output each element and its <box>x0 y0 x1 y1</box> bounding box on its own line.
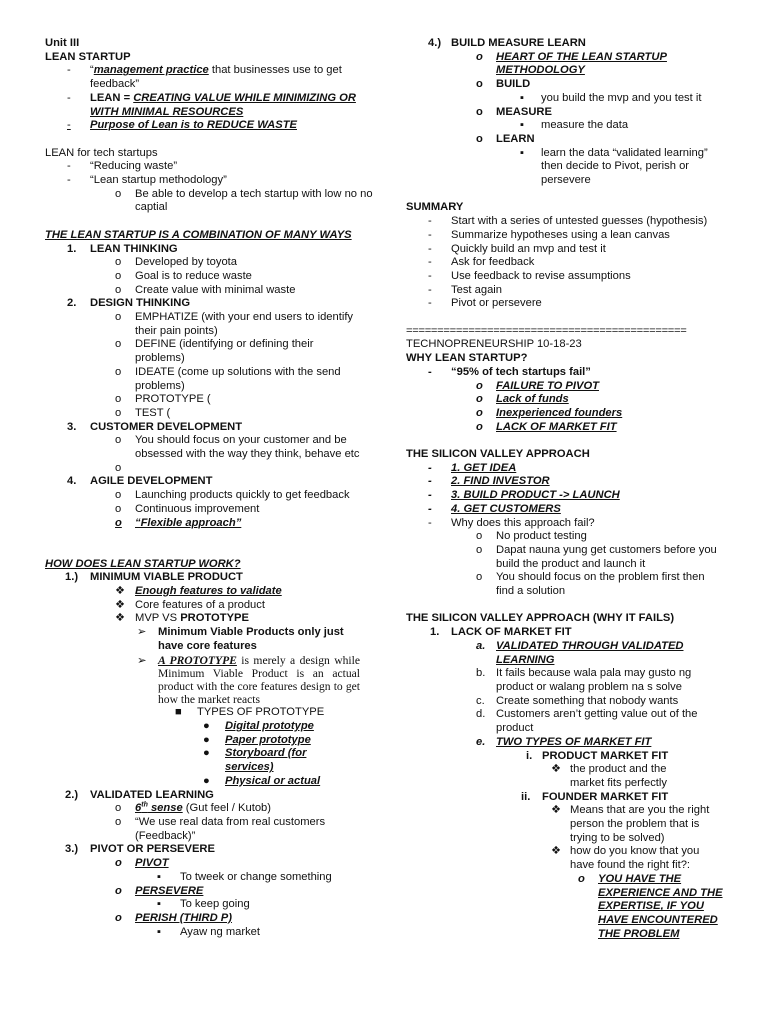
fmf-title: ii. FOUNDER MARKET FIT <box>521 790 669 803</box>
lean-startup-heading: LEAN STARTUP <box>45 50 131 63</box>
sv-step: - 3. BUILD PRODUCT -> LAUNCH <box>428 489 620 502</box>
sv-step: - 2. FIND INVESTOR <box>428 475 550 488</box>
left-column <box>45 37 375 939</box>
sv-why: - Why does this approach fail? <box>428 516 595 529</box>
pivot-sub: ▪ To tweek or change something <box>157 870 332 883</box>
list-item: ❖ MVP VS PROTOTYPE <box>115 612 249 625</box>
list-item: o DEFINE (identifying or defining their problems) <box>115 338 314 365</box>
pmf-item: ❖ the product and the market fits perfectly <box>551 763 667 789</box>
fmf-item: ❖ Means that are you the right person the problem that is trying to be solved) <box>551 804 710 844</box>
how-heading: HOW DOES LEAN STARTUP WORK? <box>45 557 241 570</box>
lack-item: b. It fails because wala pala may gusto ng product or walang problem na s solve <box>476 667 692 693</box>
list-item: o Create value with minimal waste <box>115 283 296 296</box>
summary-item: - Quickly build an mvp and test it <box>428 242 606 255</box>
sv-why-item: o You should focus on the problem first then find a solution <box>476 571 705 598</box>
emphasis: management practice <box>93 64 209 77</box>
mvp-title: 1.) MINIMUM VIABLE PRODUCT <box>65 571 243 584</box>
type-item: ● Digital prototype <box>203 720 314 733</box>
summary-heading: SUMMARY <box>406 201 464 214</box>
build-step: o MEASURE <box>476 105 552 118</box>
list-item: o EMPHATIZE (with your end users to identify their pain points) <box>115 311 354 337</box>
right-column <box>406 37 726 941</box>
build-title: 4.) BUILD MEASURE LEARN <box>428 37 586 49</box>
section-title: 1. LEAN THINKING <box>67 242 178 255</box>
summary-item: - Start with a series of untested guesses (hypothesis) <box>428 215 708 228</box>
build-step-sub: ▪ measure the data <box>520 119 629 132</box>
pivot-option: o PERISH (THIRD P) <box>115 911 232 924</box>
combination-heading: THE LEAN STARTUP IS A COMBINATION OF MANY WAYS <box>45 228 352 241</box>
section-title: 3. CUSTOMER DEVELOPMENT <box>67 420 243 433</box>
list-item: ❖ Enough features to validate <box>115 585 282 598</box>
list-item: o Launching products quickly to get feedback <box>115 489 350 502</box>
lack-item: a. VALIDATED THROUGH VALIDATED LEARNING <box>476 639 684 666</box>
validated-title: 2.) VALIDATED LEARNING <box>65 788 214 801</box>
fmf-item: ❖ how do you know that you have found the right fit?: <box>551 845 700 872</box>
list-item: o “We use real data from real customers (Feedback)” <box>115 816 326 842</box>
type-item: ● Physical or actual <box>203 774 321 787</box>
pivot-sub: ▪ To keep going <box>157 898 250 911</box>
list-item: o <box>115 461 122 474</box>
unit-title: Unit III <box>45 37 80 49</box>
lack-title: 1. LACK OF MARKET FIT <box>430 626 572 639</box>
types-title: ■ TYPES OF PROTOTYPE <box>175 706 325 719</box>
heart-item: o HEART OF THE LEAN STARTUP METHODOLOGY <box>476 50 667 77</box>
sv-why-item: o No product testing <box>476 530 587 543</box>
arrow-item: ➢ Minimum Viable Products only just have core features <box>137 626 344 652</box>
list-item: o Developed by toyota <box>115 256 237 269</box>
tech-item: - “Lean startup methodology” <box>67 174 227 187</box>
why-heading: WHY LEAN STARTUP? <box>406 352 528 365</box>
lack-item: e. TWO TYPES OF MARKET FIT <box>476 735 652 748</box>
list-item: o TEST ( <box>115 406 171 419</box>
pivot-sub: ▪ Ayaw ng market <box>157 925 261 938</box>
tech-item: - “Reducing waste” <box>67 160 178 173</box>
summary-item: - Pivot or persevere <box>428 297 542 310</box>
lean-startup-item: - “management practice that businesses use to get feedback” <box>67 64 342 91</box>
fmf-answer: o YOU HAVE THE EXPERIENCE AND THE EXPERTISE, IF YOU HAVE ENCOUNTERED THE PROBLEM <box>578 872 723 940</box>
pivot-title: 3.) PIVOT OR PERSEVERE <box>65 843 215 856</box>
tech-heading: LEAN for tech startups <box>45 146 158 159</box>
lack-item: c. Create something that nobody wants <box>476 694 679 707</box>
list-item: ❖ Core features of a product <box>115 598 265 611</box>
type-item: ● Storyboard (for services) <box>203 747 307 774</box>
type-item: ● Paper prototype <box>203 733 311 746</box>
why-quote: - “95% of tech startups fail” <box>428 365 591 378</box>
section-title: 4. AGILE DEVELOPMENT <box>67 475 213 488</box>
techno-date: TECHNOPRENEURSHIP 10-18-23 <box>406 338 582 351</box>
lean-startup-item: - LEAN = CREATING VALUE WHILE MINIMIZING OR WITH MINIMAL RESOURCES <box>67 91 356 118</box>
list-item: o You should focus on your customer and be obsessed with the way they think, behave etc <box>115 434 360 461</box>
list-item: o 6th sense (Gut feel / Kutob) <box>115 801 271 815</box>
summary-item: - Test again <box>428 283 502 296</box>
sv-step: - 1. GET IDEA <box>428 461 517 474</box>
lean-startup-item: - Purpose of Lean is to REDUCE WASTE <box>67 119 297 132</box>
pmf-title: i. PRODUCT MARKET FIT <box>526 749 669 762</box>
emphasis: CREATING VALUE WHILE MINIMIZING OR WITH MINIMAL RESOURCES <box>90 91 356 118</box>
summary-item: - Summarize hypotheses using a lean canvas <box>428 228 670 241</box>
emphasis: Purpose of Lean is to REDUCE WASTE <box>90 119 297 132</box>
arrow-item: ➢ A PROTOTYPE is merely a design while Minimum Viable Product is an actual product with the core features design to get how the market reacts <box>137 653 360 707</box>
pivot-option: o PIVOT <box>115 857 169 870</box>
build-step-sub: ▪ learn the data “validated learning” then decide to Pivot, perish or persevere <box>520 146 708 187</box>
build-step: o LEARN <box>476 132 535 145</box>
list-item: o “Flexible approach” <box>115 516 242 529</box>
list-item: o Goal is to reduce waste <box>115 269 252 282</box>
sv-heading: THE SILICON VALLEY APPROACH <box>406 448 590 461</box>
list-item: o PROTOTYPE ( <box>115 393 211 406</box>
why-item: o FAILURE TO PIVOT <box>476 379 599 392</box>
list-item: o Continuous improvement <box>115 502 260 515</box>
section-title: 2. DESIGN THINKING <box>67 297 191 310</box>
svw-heading: THE SILICON VALLEY APPROACH (WHY IT FAILS) <box>406 612 675 625</box>
summary-item: - Use feedback to revise assumptions <box>428 269 631 282</box>
sv-why-item: o Dapat nauna yung get customers before you build the product and launch it <box>476 543 717 570</box>
list-item: o IDEATE (come up solutions with the send problems) <box>115 365 341 392</box>
summary-item: - Ask for feedback <box>428 256 535 269</box>
why-item: o LACK OF MARKET FIT <box>476 420 617 433</box>
pivot-option: o PERSEVERE <box>115 884 204 897</box>
divider: ============================================= <box>406 324 687 337</box>
why-item: o Inexperienced founders <box>476 406 623 419</box>
build-step: o BUILD <box>476 78 531 91</box>
sv-step: - 4. GET CUSTOMERS <box>428 502 561 515</box>
build-step-sub: ▪ you build the mvp and you test it <box>520 91 702 104</box>
lack-item: d. Customers aren’t getting value out of the product <box>476 708 698 735</box>
tech-sub-item: o Be able to develop a tech startup with low no no captial <box>115 187 373 214</box>
why-item: o Lack of funds <box>476 393 569 406</box>
